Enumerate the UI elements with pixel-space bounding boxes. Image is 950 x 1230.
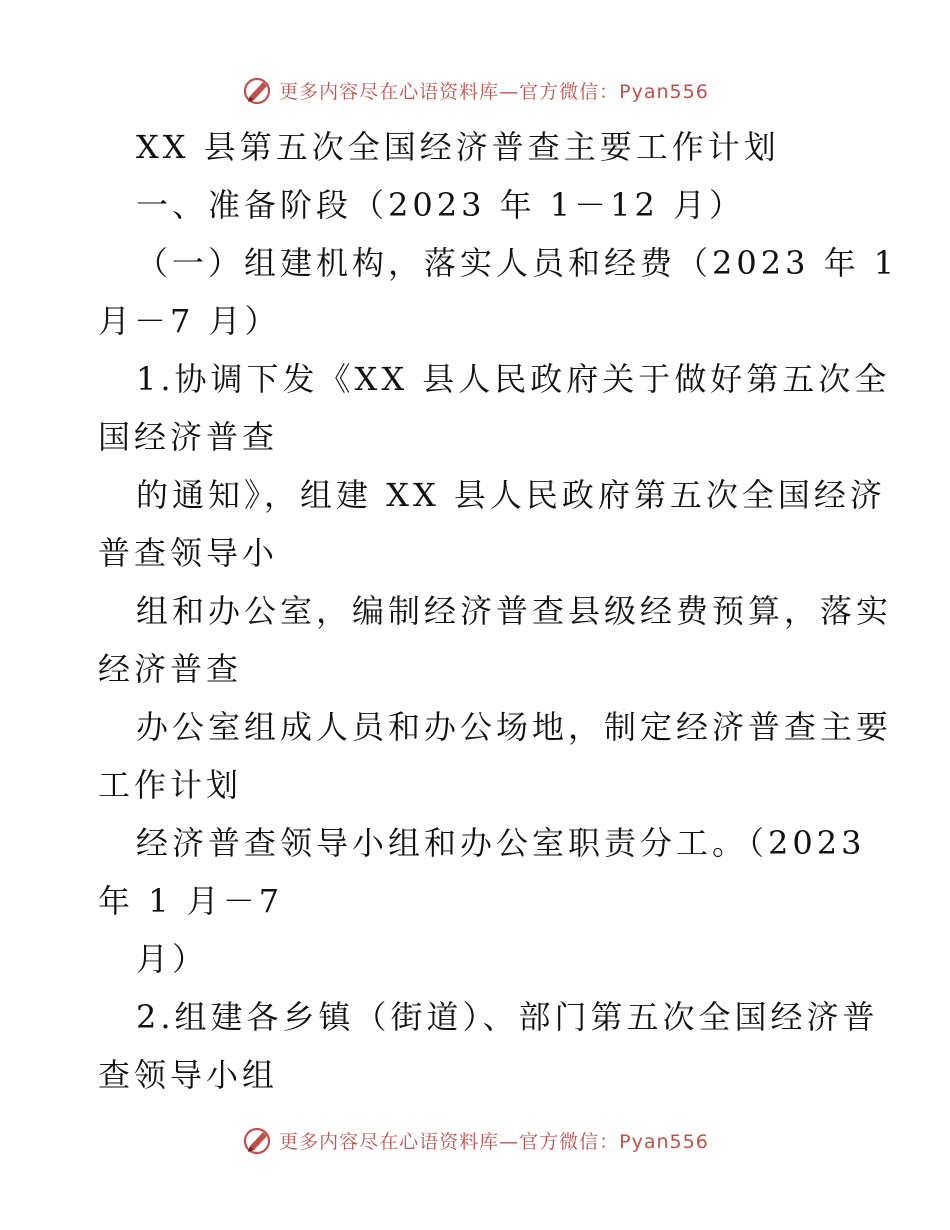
document-line: 查领导小组 [98, 1056, 279, 1094]
header-watermark [0, 74, 950, 106]
document-line: 年 1 月－7 [98, 882, 284, 920]
document-line: 国经济普查 [98, 418, 279, 456]
document-line: 一、准备阶段（2023 年 1－12 月） [136, 186, 746, 224]
footer-watermark [0, 1124, 950, 1156]
document-line: 经济普查 [98, 650, 243, 688]
document-line: 组和办公室，编制经济普查县级经费预算，落实 [136, 592, 893, 630]
document-line: 办公室组成人员和办公场地，制定经济普查主要 [136, 708, 893, 746]
document-line: XX 县第五次全国经济普查主要工作计划 [136, 128, 780, 166]
watermark-text: 更多内容尽在心语资料库—官方微信：Pyan556 [279, 1130, 709, 1153]
document-line: 工作计划 [98, 766, 243, 804]
document-line: 1.协调下发《XX 县人民政府关于做好第五次全 [136, 360, 891, 398]
pen-logo-icon [241, 1124, 273, 1156]
document-line: 的通知》，组建 XX 县人民政府第五次全国经济 [136, 476, 886, 514]
document-line: 普查领导小 [98, 534, 279, 572]
pen-logo-icon [241, 74, 273, 106]
document-line: （一）组建机构，落实人员和经费（2023 年 1 [136, 244, 899, 282]
document-line: 月－7 月） [98, 302, 281, 340]
watermark-text: 更多内容尽在心语资料库—官方微信：Pyan556 [279, 80, 709, 103]
document-line: 经济普查领导小组和办公室职责分工。（2023 [136, 824, 866, 862]
document-line: 2.组建各乡镇（街道）、部门第五次全国经济普 [136, 998, 879, 1036]
document-line: 月） [136, 940, 209, 978]
document-body [98, 118, 899, 1104]
